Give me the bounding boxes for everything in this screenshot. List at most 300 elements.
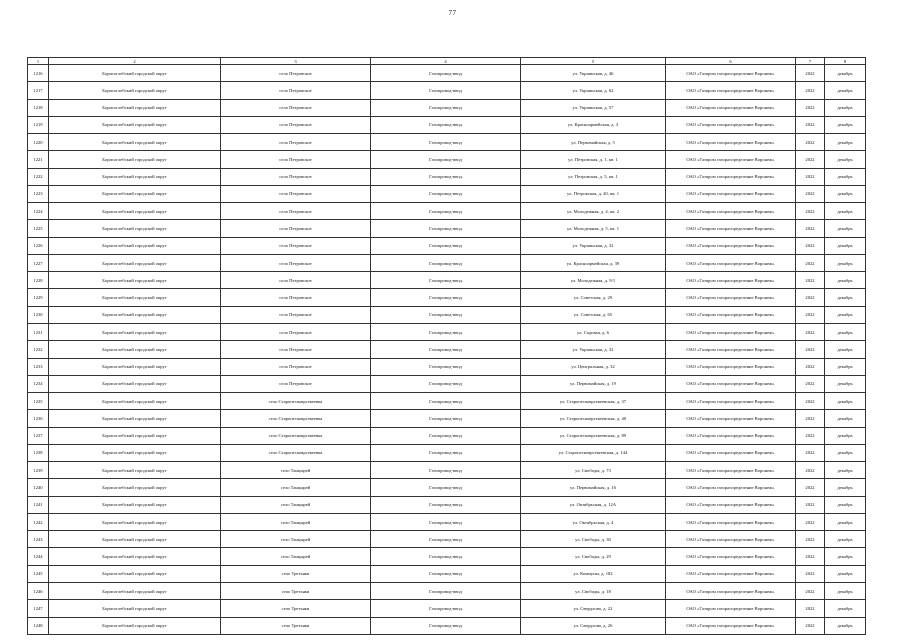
cell-settlement: село Старопесковрсекеевка <box>221 444 371 461</box>
cell-year: 2022 <box>796 134 825 151</box>
registry-table <box>27 57 866 635</box>
cell-municipality: Борисоглебский городской округ <box>49 462 221 479</box>
cell-municipality: Борисоглебский городской округ <box>49 410 221 427</box>
cell-year: 2022 <box>796 393 825 410</box>
header-cell-settlement: 3 <box>221 58 371 65</box>
cell-municipality: Борисоглебский городской округ <box>49 600 221 617</box>
cell-address: ул. Петровская, д. 5, кв. 1 <box>521 168 666 185</box>
cell-address: ул. Свободы, д. 18 <box>521 582 666 599</box>
cell-settlement: село Петровское <box>221 168 371 185</box>
cell-organization: ОАО «Газпром газораспределение Воронеж» <box>666 582 796 599</box>
cell-address: ул. Красноармейская, д. 39 <box>521 254 666 271</box>
cell-municipality: Борисоглебский городской округ <box>49 444 221 461</box>
cell-municipality: Борисоглебский городской округ <box>49 582 221 599</box>
cell-number: 1240 <box>28 479 49 496</box>
cell-municipality: Борисоглебский городской округ <box>49 151 221 168</box>
table-row <box>28 479 866 496</box>
cell-number: 1230 <box>28 306 49 323</box>
cell-object: Газопровод-ввод <box>371 134 521 151</box>
cell-object: Газопровод-ввод <box>371 65 521 82</box>
cell-number: 1242 <box>28 513 49 530</box>
cell-address: ул. Молодежная, д. 4, кв. 2 <box>521 203 666 220</box>
table-row <box>28 306 866 323</box>
cell-object: Газопровод-ввод <box>371 410 521 427</box>
cell-municipality: Борисоглебский городской округ <box>49 617 221 634</box>
cell-month: декабрь <box>825 134 866 151</box>
cell-settlement: село Старопесковрсекеевка <box>221 393 371 410</box>
cell-number: 1221 <box>28 151 49 168</box>
cell-month: декабрь <box>825 99 866 116</box>
cell-organization: ОАО «Газпром газораспределение Воронеж» <box>666 617 796 634</box>
table-row <box>28 323 866 340</box>
table-row <box>28 151 866 168</box>
cell-object: Газопровод-ввод <box>371 168 521 185</box>
cell-object: Газопровод-ввод <box>371 99 521 116</box>
table-row <box>28 134 866 151</box>
cell-municipality: Борисоглебский городской округ <box>49 358 221 375</box>
table-row <box>28 116 866 133</box>
cell-object: Газопровод-ввод <box>371 565 521 582</box>
cell-object: Газопровод-ввод <box>371 254 521 271</box>
cell-organization: ОАО «Газпром газораспределение Воронеж» <box>666 600 796 617</box>
cell-number: 1228 <box>28 272 49 289</box>
cell-municipality: Борисоглебский городской округ <box>49 341 221 358</box>
cell-address: ул. Молодежная, д. 9/1 <box>521 272 666 289</box>
cell-municipality: Борисоглебский городской округ <box>49 168 221 185</box>
cell-number: 1222 <box>28 168 49 185</box>
cell-address: ул. Октябрьская, д. 12А <box>521 496 666 513</box>
cell-settlement: село Петровское <box>221 185 371 202</box>
cell-year: 2022 <box>796 375 825 392</box>
cell-object: Газопровод-ввод <box>371 427 521 444</box>
cell-number: 1224 <box>28 203 49 220</box>
cell-organization: ОАО «Газпром газораспределение Воронеж» <box>666 151 796 168</box>
table-body <box>28 58 866 635</box>
cell-number: 1243 <box>28 531 49 548</box>
cell-year: 2022 <box>796 513 825 530</box>
table-row <box>28 375 866 392</box>
cell-number: 1218 <box>28 99 49 116</box>
cell-organization: ОАО «Газпром газораспределение Воронеж» <box>666 427 796 444</box>
cell-number: 1238 <box>28 444 49 461</box>
cell-number: 1237 <box>28 427 49 444</box>
cell-year: 2022 <box>796 116 825 133</box>
cell-object: Газопровод-ввод <box>371 531 521 548</box>
cell-year: 2022 <box>796 548 825 565</box>
cell-month: декабрь <box>825 289 866 306</box>
cell-municipality: Борисоглебский городской округ <box>49 375 221 392</box>
cell-object: Газопровод-ввод <box>371 375 521 392</box>
cell-object: Газопровод-ввод <box>371 617 521 634</box>
cell-year: 2022 <box>796 254 825 271</box>
cell-number: 1225 <box>28 220 49 237</box>
cell-month: декабрь <box>825 375 866 392</box>
cell-object: Газопровод-ввод <box>371 393 521 410</box>
cell-organization: ОАО «Газпром газораспределение Воронеж» <box>666 565 796 582</box>
cell-address: ул. Красноармейская, д. 3 <box>521 116 666 133</box>
cell-object: Газопровод-ввод <box>371 358 521 375</box>
cell-number: 1245 <box>28 565 49 582</box>
cell-settlement: село Петровское <box>221 289 371 306</box>
cell-municipality: Борисоглебский городской округ <box>49 254 221 271</box>
cell-municipality: Борисоглебский городской округ <box>49 393 221 410</box>
cell-municipality: Борисоглебский городской округ <box>49 185 221 202</box>
cell-number: 1226 <box>28 237 49 254</box>
cell-object: Газопровод-ввод <box>371 496 521 513</box>
cell-month: декабрь <box>825 617 866 634</box>
cell-month: декабрь <box>825 254 866 271</box>
table-row <box>28 600 866 617</box>
header-cell-municipality: 2 <box>49 58 221 65</box>
cell-organization: ОАО «Газпром газораспределение Воронеж» <box>666 444 796 461</box>
cell-number: 1247 <box>28 600 49 617</box>
cell-settlement: село Третьяки <box>221 582 371 599</box>
cell-organization: ОАО «Газпром газораспределение Воронеж» <box>666 496 796 513</box>
cell-municipality: Борисоглебский городской округ <box>49 565 221 582</box>
cell-address: ул. Старопесковрсекеевская, д. 89 <box>521 427 666 444</box>
table-row <box>28 617 866 634</box>
cell-settlement: село Петровское <box>221 341 371 358</box>
cell-number: 1239 <box>28 462 49 479</box>
cell-month: декабрь <box>825 341 866 358</box>
cell-month: декабрь <box>825 444 866 461</box>
table-header-row <box>28 58 866 65</box>
cell-organization: ОАО «Газпром газораспределение Воронеж» <box>666 410 796 427</box>
cell-settlement: село Танцырей <box>221 462 371 479</box>
cell-year: 2022 <box>796 496 825 513</box>
cell-month: декабрь <box>825 65 866 82</box>
cell-municipality: Борисоглебский городской округ <box>49 427 221 444</box>
cell-settlement: село Танцырей <box>221 496 371 513</box>
cell-organization: ОАО «Газпром газораспределение Воронеж» <box>666 185 796 202</box>
cell-municipality: Борисоглебский городской округ <box>49 65 221 82</box>
cell-address: ул. Первомайская, д. 16 <box>521 479 666 496</box>
header-cell-organization: 6 <box>666 58 796 65</box>
cell-month: декабрь <box>825 151 866 168</box>
cell-address: ул. Свердлова, д. 26 <box>521 617 666 634</box>
cell-year: 2022 <box>796 410 825 427</box>
cell-address: ул. Свободы, д. 73 <box>521 462 666 479</box>
cell-organization: ОАО «Газпром газораспределение Воронеж» <box>666 341 796 358</box>
cell-number: 1216 <box>28 65 49 82</box>
cell-municipality: Борисоглебский городской округ <box>49 99 221 116</box>
cell-year: 2022 <box>796 306 825 323</box>
cell-address: ул. Петровская, д. 1, кв. 1 <box>521 151 666 168</box>
cell-organization: ОАО «Газпром газораспределение Воронеж» <box>666 289 796 306</box>
cell-organization: ОАО «Газпром газораспределение Воронеж» <box>666 82 796 99</box>
cell-number: 1220 <box>28 134 49 151</box>
cell-object: Газопровод-ввод <box>371 272 521 289</box>
table-row <box>28 565 866 582</box>
cell-number: 1223 <box>28 185 49 202</box>
cell-object: Газопровод-ввод <box>371 151 521 168</box>
table-row <box>28 272 866 289</box>
cell-municipality: Борисоглебский городской округ <box>49 323 221 340</box>
table-row <box>28 289 866 306</box>
cell-address: ул. Украинская, д. 57 <box>521 99 666 116</box>
cell-number: 1233 <box>28 358 49 375</box>
cell-settlement: село Петровское <box>221 375 371 392</box>
cell-number: 1217 <box>28 82 49 99</box>
cell-year: 2022 <box>796 341 825 358</box>
cell-municipality: Борисоглебский городской округ <box>49 82 221 99</box>
table-row <box>28 341 866 358</box>
table-row <box>28 168 866 185</box>
cell-month: декабрь <box>825 548 866 565</box>
cell-object: Газопровод-ввод <box>371 548 521 565</box>
cell-number: 1235 <box>28 393 49 410</box>
cell-settlement: село Петровское <box>221 220 371 237</box>
table-row <box>28 410 866 427</box>
cell-number: 1231 <box>28 323 49 340</box>
cell-municipality: Борисоглебский городской округ <box>49 548 221 565</box>
cell-year: 2022 <box>796 582 825 599</box>
cell-organization: ОАО «Газпром газораспределение Воронеж» <box>666 462 796 479</box>
cell-address: ул. Первомайская, д. 5 <box>521 134 666 151</box>
cell-year: 2022 <box>796 203 825 220</box>
cell-month: декабрь <box>825 358 866 375</box>
table-row <box>28 582 866 599</box>
cell-object: Газопровод-ввод <box>371 185 521 202</box>
cell-settlement: село Третьяки <box>221 600 371 617</box>
cell-year: 2022 <box>796 185 825 202</box>
cell-number: 1219 <box>28 116 49 133</box>
cell-month: декабрь <box>825 237 866 254</box>
cell-month: декабрь <box>825 531 866 548</box>
cell-municipality: Борисоглебский городской округ <box>49 289 221 306</box>
cell-organization: ОАО «Газпром газораспределение Воронеж» <box>666 375 796 392</box>
cell-year: 2022 <box>796 600 825 617</box>
cell-month: декабрь <box>825 323 866 340</box>
cell-settlement: село Третьяки <box>221 565 371 582</box>
cell-year: 2022 <box>796 617 825 634</box>
cell-address: ул. Коммуны, д. 182 <box>521 565 666 582</box>
cell-municipality: Борисоглебский городской округ <box>49 531 221 548</box>
cell-organization: ОАО «Газпром газораспределение Воронеж» <box>666 168 796 185</box>
cell-month: декабрь <box>825 168 866 185</box>
cell-organization: ОАО «Газпром газораспределение Воронеж» <box>666 65 796 82</box>
cell-address: ул. Петровская, д. 20, кв. 1 <box>521 185 666 202</box>
cell-organization: ОАО «Газпром газораспределение Воронеж» <box>666 323 796 340</box>
cell-address: ул. Свободы, д. 29 <box>521 548 666 565</box>
cell-organization: ОАО «Газпром газораспределение Воронеж» <box>666 548 796 565</box>
cell-year: 2022 <box>796 462 825 479</box>
cell-settlement: село Петровское <box>221 116 371 133</box>
cell-municipality: Борисоглебский городской округ <box>49 237 221 254</box>
cell-municipality: Борисоглебский городской округ <box>49 496 221 513</box>
cell-object: Газопровод-ввод <box>371 306 521 323</box>
cell-year: 2022 <box>796 479 825 496</box>
cell-organization: ОАО «Газпром газораспределение Воронеж» <box>666 306 796 323</box>
cell-month: декабрь <box>825 185 866 202</box>
table-row <box>28 393 866 410</box>
cell-organization: ОАО «Газпром газораспределение Воронеж» <box>666 513 796 530</box>
cell-year: 2022 <box>796 272 825 289</box>
cell-object: Газопровод-ввод <box>371 323 521 340</box>
cell-object: Газопровод-ввод <box>371 203 521 220</box>
table-row <box>28 548 866 565</box>
cell-number: 1229 <box>28 289 49 306</box>
cell-year: 2022 <box>796 323 825 340</box>
cell-year: 2022 <box>796 289 825 306</box>
cell-settlement: село Петровское <box>221 254 371 271</box>
cell-object: Газопровод-ввод <box>371 116 521 133</box>
cell-object: Газопровод-ввод <box>371 600 521 617</box>
cell-year: 2022 <box>796 565 825 582</box>
cell-address: ул. Украинская, д. 32 <box>521 237 666 254</box>
cell-year: 2022 <box>796 168 825 185</box>
table-row <box>28 531 866 548</box>
cell-organization: ОАО «Газпром газораспределение Воронеж» <box>666 237 796 254</box>
cell-municipality: Борисоглебский городской округ <box>49 220 221 237</box>
cell-settlement: село Петровское <box>221 323 371 340</box>
cell-municipality: Борисоглебский городской округ <box>49 203 221 220</box>
cell-month: декабрь <box>825 600 866 617</box>
cell-settlement: село Петровское <box>221 151 371 168</box>
table-row <box>28 358 866 375</box>
cell-settlement: село Танцырей <box>221 531 371 548</box>
cell-organization: ОАО «Газпром газораспределение Воронеж» <box>666 358 796 375</box>
cell-organization: ОАО «Газпром газораспределение Воронеж» <box>666 393 796 410</box>
cell-organization: ОАО «Газпром газораспределение Воронеж» <box>666 272 796 289</box>
table-row <box>28 237 866 254</box>
cell-month: декабрь <box>825 582 866 599</box>
cell-number: 1241 <box>28 496 49 513</box>
cell-settlement: село Танцырей <box>221 479 371 496</box>
table-row <box>28 427 866 444</box>
cell-object: Газопровод-ввод <box>371 82 521 99</box>
cell-settlement: село Танцырей <box>221 513 371 530</box>
cell-month: декабрь <box>825 462 866 479</box>
cell-address: ул. Молодежная, д. 5, кв. 1 <box>521 220 666 237</box>
cell-organization: ОАО «Газпром газораспределение Воронеж» <box>666 479 796 496</box>
table-row <box>28 185 866 202</box>
table-row <box>28 254 866 271</box>
cell-organization: ОАО «Газпром газораспределение Воронеж» <box>666 134 796 151</box>
cell-municipality: Борисоглебский городской округ <box>49 134 221 151</box>
cell-settlement: село Петровское <box>221 65 371 82</box>
cell-settlement: село Третьяки <box>221 617 371 634</box>
cell-number: 1232 <box>28 341 49 358</box>
cell-settlement: село Старопесковрсекеевка <box>221 427 371 444</box>
cell-address: ул. Советская, д. 29 <box>521 289 666 306</box>
table-row <box>28 462 866 479</box>
cell-address: ул. Советская, д. 65 <box>521 306 666 323</box>
cell-month: декабрь <box>825 496 866 513</box>
page-number: 77 <box>448 9 457 17</box>
cell-settlement: село Петровское <box>221 134 371 151</box>
table-row <box>28 82 866 99</box>
cell-address: ул. Старопесковрсекеевская, д. 40 <box>521 410 666 427</box>
cell-month: декабрь <box>825 203 866 220</box>
header-cell-month: 8 <box>825 58 866 65</box>
cell-settlement: село Петровское <box>221 203 371 220</box>
cell-organization: ОАО «Газпром газораспределение Воронеж» <box>666 99 796 116</box>
cell-month: декабрь <box>825 306 866 323</box>
cell-year: 2022 <box>796 427 825 444</box>
header-cell-year: 7 <box>796 58 825 65</box>
cell-month: декабрь <box>825 427 866 444</box>
cell-address: ул. Старопесковрсекеевская, д. 37 <box>521 393 666 410</box>
cell-year: 2022 <box>796 444 825 461</box>
cell-year: 2022 <box>796 99 825 116</box>
table-row <box>28 65 866 82</box>
cell-municipality: Борисоглебский городской округ <box>49 272 221 289</box>
cell-settlement: село Петровское <box>221 237 371 254</box>
cell-address: ул. Свободы, д. 30 <box>521 531 666 548</box>
cell-year: 2022 <box>796 220 825 237</box>
cell-address: ул. Старопесковрсекеевская, д. 144 <box>521 444 666 461</box>
cell-month: декабрь <box>825 393 866 410</box>
header-cell-address: 5 <box>521 58 666 65</box>
table-row <box>28 203 866 220</box>
cell-organization: ОАО «Газпром газораспределение Воронеж» <box>666 220 796 237</box>
cell-object: Газопровод-ввод <box>371 513 521 530</box>
cell-object: Газопровод-ввод <box>371 289 521 306</box>
cell-municipality: Борисоглебский городской округ <box>49 513 221 530</box>
cell-settlement: село Петровское <box>221 99 371 116</box>
cell-object: Газопровод-ввод <box>371 582 521 599</box>
cell-address: ул. Украинская, д. 32 <box>521 341 666 358</box>
cell-settlement: село Петровское <box>221 358 371 375</box>
cell-address: ул. Украинская, д. 62 <box>521 82 666 99</box>
cell-object: Газопровод-ввод <box>371 444 521 461</box>
cell-municipality: Борисоглебский городской округ <box>49 479 221 496</box>
cell-settlement: село Петровское <box>221 272 371 289</box>
cell-number: 1234 <box>28 375 49 392</box>
cell-year: 2022 <box>796 358 825 375</box>
cell-month: декабрь <box>825 82 866 99</box>
cell-object: Газопровод-ввод <box>371 237 521 254</box>
cell-object: Газопровод-ввод <box>371 462 521 479</box>
cell-settlement: село Петровское <box>221 82 371 99</box>
cell-object: Газопровод-ввод <box>371 220 521 237</box>
cell-address: ул. Центральная, д. 32 <box>521 358 666 375</box>
cell-number: 1246 <box>28 582 49 599</box>
cell-address: ул. Садовая, д. 6 <box>521 323 666 340</box>
cell-year: 2022 <box>796 65 825 82</box>
cell-number: 1244 <box>28 548 49 565</box>
cell-organization: ОАО «Газпром газораспределение Воронеж» <box>666 203 796 220</box>
header-cell-number: 1 <box>28 58 49 65</box>
cell-organization: ОАО «Газпром газораспределение Воронеж» <box>666 531 796 548</box>
cell-month: декабрь <box>825 479 866 496</box>
cell-address: ул. Украинская, д. 46 <box>521 65 666 82</box>
cell-settlement: село Петровское <box>221 306 371 323</box>
cell-municipality: Борисоглебский городской округ <box>49 306 221 323</box>
table-row <box>28 444 866 461</box>
cell-month: декабрь <box>825 272 866 289</box>
cell-month: декабрь <box>825 513 866 530</box>
cell-address: ул. Октябрьская, д. 4 <box>521 513 666 530</box>
cell-object: Газопровод-ввод <box>371 479 521 496</box>
cell-address: ул. Первомайская, д. 19 <box>521 375 666 392</box>
cell-organization: ОАО «Газпром газораспределение Воронеж» <box>666 116 796 133</box>
cell-settlement: село Танцырей <box>221 548 371 565</box>
cell-settlement: село Старопесковрсекеевка <box>221 410 371 427</box>
table-row <box>28 496 866 513</box>
cell-object: Газопровод-ввод <box>371 341 521 358</box>
cell-month: декабрь <box>825 116 866 133</box>
cell-year: 2022 <box>796 82 825 99</box>
cell-month: декабрь <box>825 220 866 237</box>
cell-number: 1236 <box>28 410 49 427</box>
cell-number: 1248 <box>28 617 49 634</box>
cell-month: декабрь <box>825 410 866 427</box>
cell-year: 2022 <box>796 151 825 168</box>
table-row <box>28 99 866 116</box>
cell-number: 1227 <box>28 254 49 271</box>
